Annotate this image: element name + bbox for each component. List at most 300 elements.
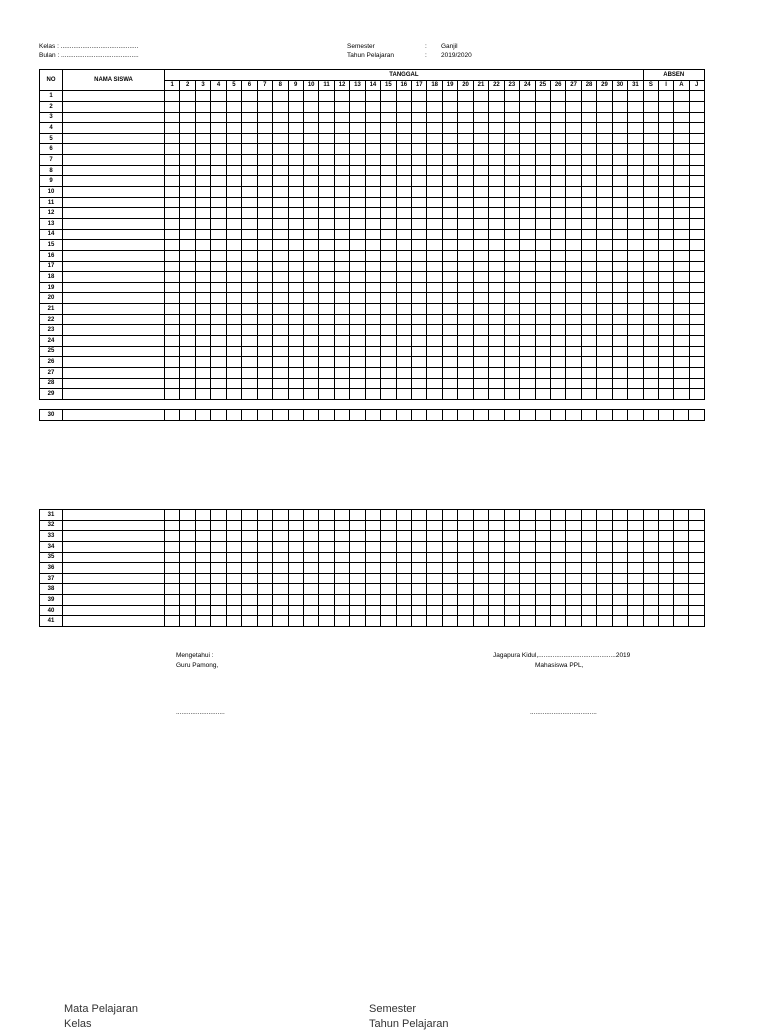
- date-cell: [165, 563, 180, 574]
- date-header: 12: [334, 80, 349, 91]
- date-cell: [319, 616, 334, 627]
- date-cell: [242, 510, 257, 521]
- date-cell: [211, 616, 226, 627]
- date-cell: [211, 314, 226, 325]
- date-cell: [473, 112, 488, 123]
- table-row: [40, 240, 705, 251]
- date-cell: [319, 123, 334, 134]
- date-cell: [350, 123, 365, 134]
- date-cell: [520, 240, 535, 251]
- date-cell: [319, 314, 334, 325]
- date-cell: [520, 510, 535, 521]
- date-cell: [427, 101, 442, 112]
- date-cell: [303, 410, 318, 421]
- absen-cell: [659, 218, 674, 229]
- date-cell: [442, 314, 457, 325]
- date-cell: [597, 520, 612, 531]
- date-cell: [504, 229, 519, 240]
- date-cell: [442, 336, 457, 347]
- date-cell: [257, 563, 272, 574]
- date-cell: [535, 357, 550, 368]
- date-cell: [242, 378, 257, 389]
- absen-cell: [659, 378, 674, 389]
- absen-cell: [658, 616, 673, 627]
- date-cell: [211, 112, 226, 123]
- date-cell: [350, 229, 365, 240]
- date-cell: [226, 378, 241, 389]
- absen-cell: [674, 595, 689, 606]
- date-cell: [458, 378, 473, 389]
- absen-cell: [689, 304, 704, 315]
- date-cell: [489, 218, 504, 229]
- date-cell: [257, 357, 272, 368]
- date-cell: [334, 573, 349, 584]
- date-cell: [165, 325, 180, 336]
- date-cell: [365, 250, 380, 261]
- date-cell: [319, 510, 334, 521]
- date-cell: [442, 218, 457, 229]
- date-cell: [566, 510, 581, 521]
- date-cell: [350, 304, 365, 315]
- date-cell: [458, 325, 473, 336]
- date-cell: [628, 229, 644, 240]
- date-cell: [180, 261, 195, 272]
- date-cell: [520, 389, 535, 400]
- date-cell: [442, 304, 457, 315]
- date-cell: [412, 573, 427, 584]
- table-row: [40, 229, 705, 240]
- date-cell: [226, 176, 241, 187]
- date-cell: [473, 304, 488, 315]
- date-cell: [180, 541, 195, 552]
- date-cell: [396, 346, 411, 357]
- row-number: 28: [40, 378, 63, 389]
- date-cell: [489, 293, 504, 304]
- date-cell: [195, 91, 210, 102]
- date-cell: [365, 410, 380, 421]
- date-cell: [303, 123, 318, 134]
- date-cell: [504, 208, 519, 219]
- date-cell: [473, 346, 488, 357]
- date-cell: [597, 510, 612, 521]
- date-cell: [195, 357, 210, 368]
- date-cell: [458, 208, 473, 219]
- date-cell: [319, 563, 334, 574]
- date-cell: [273, 595, 288, 606]
- date-cell: [319, 176, 334, 187]
- date-cell: [273, 510, 288, 521]
- absen-cell: [689, 133, 704, 144]
- date-cell: [628, 336, 644, 347]
- date-cell: [628, 531, 643, 542]
- date-cell: [566, 293, 581, 304]
- date-cell: [165, 144, 180, 155]
- date-cell: [442, 272, 457, 283]
- date-cell: [319, 272, 334, 283]
- date-cell: [226, 314, 241, 325]
- table-row: [40, 155, 705, 166]
- date-cell: [412, 123, 427, 134]
- date-cell: [458, 261, 473, 272]
- date-cell: [520, 595, 535, 606]
- date-cell: [273, 605, 288, 616]
- date-cell: [288, 123, 303, 134]
- date-cell: [350, 563, 365, 574]
- date-cell: [288, 91, 303, 102]
- absen-cell: [674, 261, 689, 272]
- date-cell: [581, 272, 596, 283]
- absen-cell: [643, 197, 658, 208]
- date-cell: [504, 112, 519, 123]
- date-cell: [628, 261, 644, 272]
- date-cell: [211, 218, 226, 229]
- absen-cell: [658, 510, 673, 521]
- date-cell: [597, 282, 612, 293]
- date-cell: [581, 229, 596, 240]
- date-cell: [489, 208, 504, 219]
- date-cell: [257, 510, 272, 521]
- date-cell: [242, 261, 257, 272]
- absen-cell: [659, 325, 674, 336]
- table-row: [40, 563, 705, 574]
- date-cell: [473, 520, 488, 531]
- date-cell: [288, 541, 303, 552]
- date-cell: [458, 389, 473, 400]
- date-cell: [458, 336, 473, 347]
- date-cell: [535, 187, 550, 198]
- absen-cell: [674, 240, 689, 251]
- date-cell: [288, 520, 303, 531]
- date-cell: [226, 389, 241, 400]
- date-cell: [581, 616, 596, 627]
- date-cell: [319, 155, 334, 166]
- date-cell: [350, 165, 365, 176]
- date-cell: [257, 282, 272, 293]
- date-cell: [442, 520, 457, 531]
- date-cell: [396, 510, 411, 521]
- date-cell: [504, 187, 519, 198]
- date-cell: [381, 282, 396, 293]
- date-cell: [242, 541, 257, 552]
- date-cell: [489, 155, 504, 166]
- row-number: 1: [40, 91, 63, 102]
- absen-cell: [659, 144, 674, 155]
- date-cell: [350, 367, 365, 378]
- absen-cell: [674, 208, 689, 219]
- date-cell: [273, 272, 288, 283]
- date-cell: [242, 240, 257, 251]
- date-cell: [226, 520, 241, 531]
- absen-cell: [674, 357, 689, 368]
- date-cell: [504, 378, 519, 389]
- date-cell: [226, 250, 241, 261]
- date-cell: [350, 573, 365, 584]
- date-cell: [195, 346, 210, 357]
- date-cell: [566, 272, 581, 283]
- date-cell: [550, 165, 565, 176]
- date-cell: [412, 155, 427, 166]
- date-cell: [180, 165, 195, 176]
- date-cell: [257, 261, 272, 272]
- date-header: 16: [396, 80, 411, 91]
- date-cell: [288, 176, 303, 187]
- date-cell: [597, 605, 612, 616]
- date-cell: [612, 240, 627, 251]
- absen-cell: [659, 282, 674, 293]
- absen-cell: [689, 552, 704, 563]
- table-row: [40, 531, 705, 542]
- date-cell: [319, 336, 334, 347]
- date-cell: [319, 261, 334, 272]
- semester-colon: :: [425, 43, 427, 50]
- date-cell: [257, 144, 272, 155]
- date-cell: [566, 378, 581, 389]
- date-cell: [581, 410, 596, 421]
- date-cell: [504, 250, 519, 261]
- absen-cell: [689, 510, 704, 521]
- date-cell: [226, 112, 241, 123]
- date-cell: [334, 563, 349, 574]
- date-cell: [226, 101, 241, 112]
- date-cell: [381, 531, 396, 542]
- date-cell: [288, 293, 303, 304]
- date-cell: [504, 367, 519, 378]
- date-cell: [412, 389, 427, 400]
- date-cell: [442, 144, 457, 155]
- date-cell: [504, 123, 519, 134]
- date-cell: [211, 336, 226, 347]
- student-name-cell: [63, 218, 165, 229]
- date-cell: [473, 187, 488, 198]
- date-cell: [195, 293, 210, 304]
- date-cell: [628, 187, 644, 198]
- date-cell: [473, 584, 488, 595]
- date-cell: [381, 605, 396, 616]
- date-cell: [520, 123, 535, 134]
- date-cell: [303, 293, 318, 304]
- date-cell: [165, 389, 180, 400]
- date-cell: [242, 573, 257, 584]
- tahun-colon: :: [425, 52, 427, 59]
- date-cell: [489, 378, 504, 389]
- date-cell: [195, 552, 210, 563]
- date-cell: [288, 367, 303, 378]
- date-cell: [520, 541, 535, 552]
- date-cell: [535, 378, 550, 389]
- absen-cell: [689, 229, 704, 240]
- date-cell: [458, 346, 473, 357]
- date-cell: [612, 552, 627, 563]
- date-cell: [550, 336, 565, 347]
- absen-cell: [643, 563, 658, 574]
- date-cell: [396, 293, 411, 304]
- row-number: 7: [40, 155, 63, 166]
- row-number: 3: [40, 112, 63, 123]
- date-cell: [257, 573, 272, 584]
- student-name-cell: [63, 584, 165, 595]
- date-cell: [319, 197, 334, 208]
- date-cell: [597, 531, 612, 542]
- date-cell: [489, 304, 504, 315]
- date-cell: [458, 595, 473, 606]
- date-cell: [442, 346, 457, 357]
- date-cell: [242, 112, 257, 123]
- signature-line-right: .....................................: [530, 709, 597, 716]
- date-cell: [442, 584, 457, 595]
- date-cell: [273, 563, 288, 574]
- date-cell: [303, 367, 318, 378]
- date-header: 30: [612, 80, 627, 91]
- date-cell: [489, 144, 504, 155]
- date-cell: [628, 218, 644, 229]
- date-cell: [489, 325, 504, 336]
- date-header: 26: [550, 80, 565, 91]
- student-name-cell: [63, 531, 165, 542]
- date-cell: [597, 378, 612, 389]
- date-cell: [427, 605, 442, 616]
- date-cell: [396, 584, 411, 595]
- date-cell: [535, 208, 550, 219]
- date-cell: [350, 282, 365, 293]
- date-cell: [334, 605, 349, 616]
- date-cell: [303, 541, 318, 552]
- date-cell: [442, 123, 457, 134]
- date-cell: [334, 187, 349, 198]
- date-cell: [334, 133, 349, 144]
- date-cell: [165, 336, 180, 347]
- date-cell: [334, 261, 349, 272]
- date-cell: [365, 616, 380, 627]
- date-cell: [242, 325, 257, 336]
- date-cell: [628, 605, 643, 616]
- date-cell: [550, 133, 565, 144]
- date-cell: [597, 552, 612, 563]
- row-number: 16: [40, 250, 63, 261]
- date-cell: [350, 272, 365, 283]
- absen-cell: [659, 123, 674, 134]
- date-cell: [489, 389, 504, 400]
- date-cell: [427, 272, 442, 283]
- date-cell: [520, 187, 535, 198]
- date-cell: [427, 250, 442, 261]
- date-header: 18: [427, 80, 442, 91]
- date-cell: [473, 367, 488, 378]
- date-cell: [226, 261, 241, 272]
- date-cell: [566, 346, 581, 357]
- date-header: 15: [381, 80, 396, 91]
- date-cell: [257, 552, 272, 563]
- absen-cell: [674, 346, 689, 357]
- date-cell: [288, 197, 303, 208]
- date-cell: [458, 531, 473, 542]
- date-cell: [180, 336, 195, 347]
- date-cell: [257, 250, 272, 261]
- date-cell: [165, 229, 180, 240]
- date-cell: [273, 165, 288, 176]
- date-cell: [473, 250, 488, 261]
- date-cell: [442, 410, 457, 421]
- date-cell: [319, 208, 334, 219]
- table-row: [40, 325, 705, 336]
- date-cell: [165, 101, 180, 112]
- date-cell: [319, 595, 334, 606]
- row-number: 9: [40, 176, 63, 187]
- absen-cell: [659, 133, 674, 144]
- table-row: [40, 187, 705, 198]
- date-cell: [288, 282, 303, 293]
- date-cell: [597, 197, 612, 208]
- date-cell: [288, 531, 303, 542]
- date-cell: [381, 133, 396, 144]
- date-cell: [334, 304, 349, 315]
- date-cell: [612, 250, 627, 261]
- absen-cell: [643, 605, 658, 616]
- row-number: 20: [40, 293, 63, 304]
- absen-cell: [689, 272, 704, 283]
- date-cell: [427, 112, 442, 123]
- absen-cell: [659, 357, 674, 368]
- date-cell: [535, 133, 550, 144]
- absen-cell: [643, 240, 658, 251]
- date-cell: [226, 240, 241, 251]
- date-cell: [396, 218, 411, 229]
- date-cell: [165, 616, 180, 627]
- date-cell: [288, 250, 303, 261]
- date-cell: [427, 552, 442, 563]
- date-cell: [458, 240, 473, 251]
- date-cell: [458, 155, 473, 166]
- student-name-cell: [63, 240, 165, 251]
- date-cell: [226, 133, 241, 144]
- date-cell: [273, 410, 288, 421]
- date-cell: [242, 605, 257, 616]
- absen-cell: [674, 155, 689, 166]
- date-cell: [550, 314, 565, 325]
- date-cell: [195, 123, 210, 134]
- date-cell: [520, 101, 535, 112]
- date-cell: [396, 112, 411, 123]
- date-cell: [458, 133, 473, 144]
- date-cell: [381, 410, 396, 421]
- date-cell: [412, 563, 427, 574]
- date-cell: [473, 101, 488, 112]
- date-cell: [257, 197, 272, 208]
- date-cell: [381, 563, 396, 574]
- date-cell: [504, 605, 519, 616]
- date-cell: [628, 197, 644, 208]
- date-cell: [581, 187, 596, 198]
- date-cell: [458, 616, 473, 627]
- date-cell: [288, 208, 303, 219]
- date-cell: [180, 101, 195, 112]
- absen-cell: [674, 563, 689, 574]
- date-cell: [195, 605, 210, 616]
- date-cell: [550, 187, 565, 198]
- date-cell: [520, 584, 535, 595]
- absen-cell: [674, 541, 689, 552]
- date-cell: [334, 541, 349, 552]
- date-cell: [303, 595, 318, 606]
- date-cell: [612, 218, 627, 229]
- date-cell: [535, 272, 550, 283]
- date-cell: [334, 552, 349, 563]
- absen-cell: [643, 250, 658, 261]
- date-cell: [381, 229, 396, 240]
- date-cell: [211, 389, 226, 400]
- date-cell: [226, 304, 241, 315]
- date-cell: [334, 346, 349, 357]
- date-cell: [257, 272, 272, 283]
